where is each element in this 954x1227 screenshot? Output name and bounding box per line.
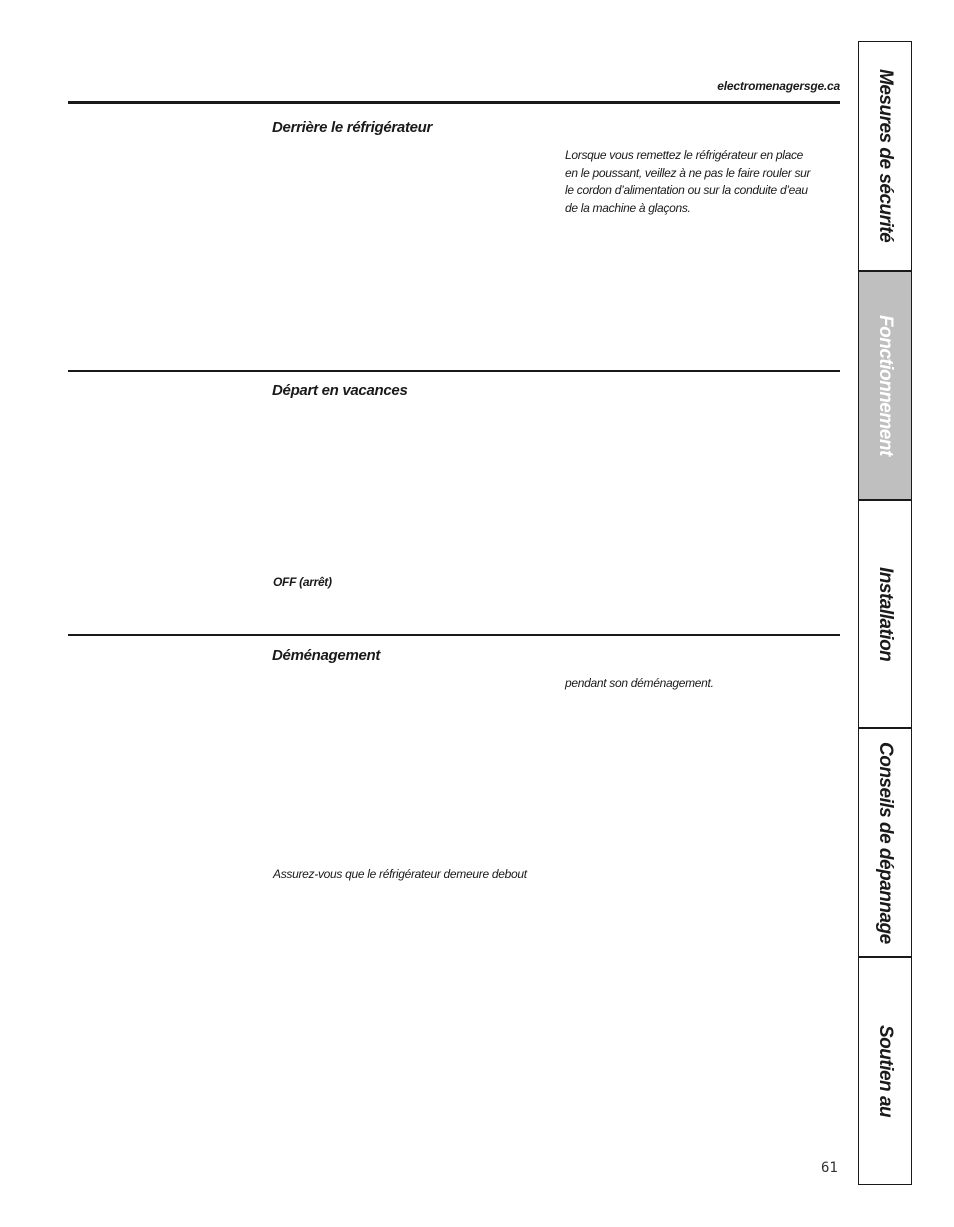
section-divider xyxy=(68,370,840,372)
tab-label: Mesures de sécurité xyxy=(875,69,896,243)
section-heading-behind-fridge: Derrière le réfrigérateur xyxy=(272,119,433,136)
moving-note-right: pendant son déménagement. xyxy=(565,676,714,690)
moving-note-left: Assurez-vous que le réfrigérateur demeure debout xyxy=(273,867,527,881)
tab-fonctionnement[interactable] xyxy=(859,270,911,499)
note-line: de la machine à glaçons. xyxy=(565,200,691,215)
section-divider xyxy=(68,634,840,636)
tab-conseils-de-depannage[interactable] xyxy=(859,727,911,956)
tab-label: Installation xyxy=(875,566,896,662)
website-url: electromenagersge.ca xyxy=(717,79,840,93)
note-line: Lorsque vous remettez le réfrigérateur en place xyxy=(565,148,804,162)
tab-label: Soutien au xyxy=(875,1024,896,1118)
tab-installation[interactable] xyxy=(859,499,911,727)
note-line: le cordon d’alimentation ou sur la conduite d’eau xyxy=(565,183,808,197)
tab-mesures-de-securite[interactable] xyxy=(859,42,911,270)
tab-label: Fonctionnement xyxy=(875,315,896,456)
page-number: 61 xyxy=(821,1160,838,1176)
caution-note-behind-fridge xyxy=(565,147,845,217)
tab-soutien-au[interactable] xyxy=(859,956,911,1184)
tab-label: Conseils de dépannage xyxy=(875,741,896,944)
section-divider xyxy=(68,101,840,104)
note-line: en le poussant, veillez à ne pas le faire rouler sur xyxy=(565,165,811,180)
section-heading-vacation: Départ en vacances xyxy=(272,382,408,399)
section-tabs xyxy=(858,41,912,1185)
vacation-off-note: OFF (arrêt) xyxy=(273,575,332,589)
section-heading-moving: Déménagement xyxy=(272,647,381,664)
